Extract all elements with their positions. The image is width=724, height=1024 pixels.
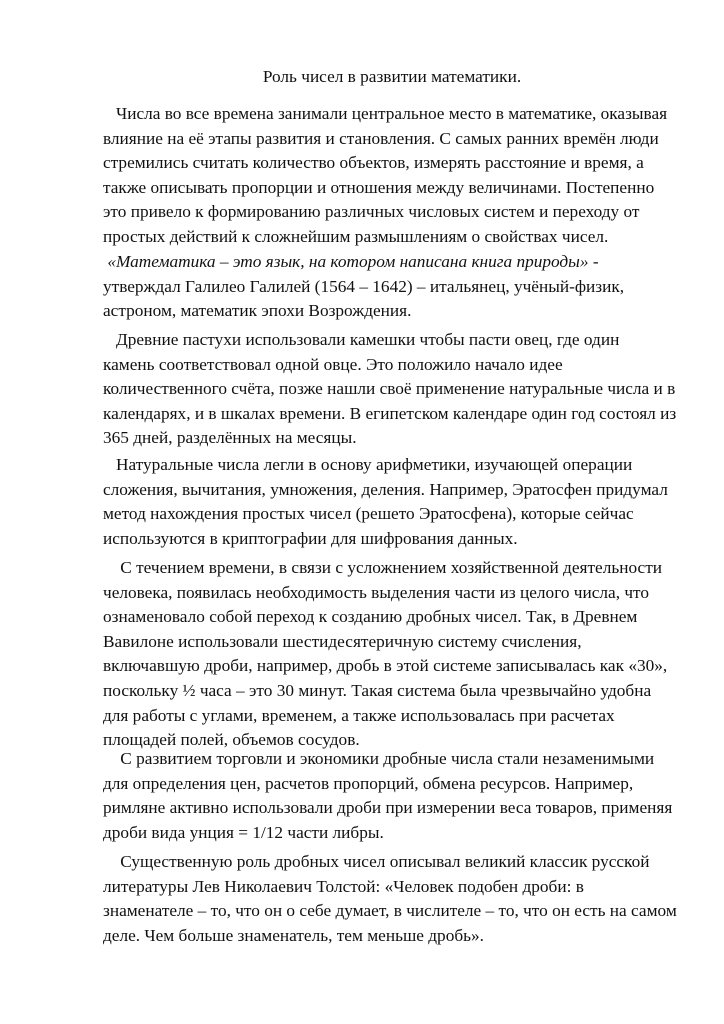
text-line: включавшую дроби, например, дробь в этой системе записывалась как «30», xyxy=(103,656,668,676)
paragraph-shepherds xyxy=(103,328,681,451)
paragraph-galileo-quote xyxy=(103,250,681,324)
text-line: астроном, математик эпохи Возрождения. xyxy=(103,301,412,321)
document-title: Роль чисел в развитии математики. xyxy=(262,67,522,86)
galileo-quote: «Математика – это язык, на котором написана книга природы» xyxy=(103,252,589,271)
text-line: дроби вида унция = 1/12 части либры. xyxy=(103,822,384,842)
text-line: для работы с углами, временем, а также использовалась при расчетах xyxy=(103,705,615,725)
text-line: Числа во все времена занимали центральное место в математике, оказывая xyxy=(103,104,668,123)
text-line: Древние пастухи использовали камешки чтобы пасти овец, где один xyxy=(103,330,620,349)
text-line: человека, появилась необходимость выделения части из целого числа, что xyxy=(103,582,650,602)
text-line: С течением времени, в связи с усложнением хозяйственной деятельности xyxy=(103,558,662,577)
text-line: также описывать пропорции и отношения между величинами. Постепенно xyxy=(103,177,655,197)
paragraph-tolstoy xyxy=(103,850,681,948)
text-line: используются в криптографии для шифрования данных. xyxy=(103,528,518,548)
text-line: римляне активно использовали дроби при измерении веса товаров, применяя xyxy=(103,798,673,818)
text-line: простых действий к сложнейшим размышлениям о свойствах чисел. xyxy=(103,226,609,246)
text-line: деле. Чем больше знаменатель, тем меньше дробь». xyxy=(103,925,484,945)
text-line: площадей полей, объемов сосудов. xyxy=(103,730,360,750)
text-line: камень соответствовал одной овце. Это положило начало идее xyxy=(103,354,563,374)
text-line: С развитием торговли и экономики дробные числа стали незаменимыми xyxy=(103,749,655,768)
text-line: стремились считать количество объектов, измерять расстояние и время, а xyxy=(103,153,644,173)
text-line: утверждал Галилео Галилей (1564 – 1642) – итальянец, учёный-физик, xyxy=(103,276,625,296)
text-line: поскольку ½ часа – это 30 минут. Такая система была чрезвычайно удобна xyxy=(103,680,652,700)
text-line: ознаменовало собой переход к созданию дробных чисел. Так, в Древнем xyxy=(103,607,638,627)
text-line: сложения, вычитания, умножения, деления. Например, Эратосфен придумал xyxy=(103,479,668,499)
paragraph-natural-numbers xyxy=(103,453,681,551)
paragraph-trade xyxy=(103,747,681,845)
quote-line xyxy=(103,250,681,275)
paragraph-fractions-babylon xyxy=(103,556,681,753)
text-line: 365 дней, разделённых на месяцы. xyxy=(103,428,357,448)
text-line: Натуральные числа легли в основу арифметики, изучающей операции xyxy=(103,455,633,474)
text-line: влияние на её этапы развития и становления. С самых ранних времён люди xyxy=(103,128,659,148)
text-line: метод нахождения простых чисел (решето Эратосфена), которые сейчас xyxy=(103,504,634,524)
text-line: Вавилоне использовали шестидесятеричную систему счисления, xyxy=(103,631,582,651)
text-line: знаменателе – то, что он о себе думает, в числителе – то, что он есть на самом xyxy=(103,901,677,921)
text-line: литературы Лев Николаевич Толстой: «Человек подобен дроби: в xyxy=(103,876,584,896)
quote-dash: - xyxy=(588,252,599,271)
text-line: Существенную роль дробных чисел описывал великий классик русской xyxy=(103,852,650,871)
text-line: количественного счёта, позже нашли своё применение натуральные числа и в xyxy=(103,379,676,399)
paragraph-intro xyxy=(103,102,681,250)
text-line: это привело к формированию различных числовых систем и переходу от xyxy=(103,202,640,222)
text-line: для определения цен, расчетов пропорций, обмена ресурсов. Например, xyxy=(103,773,634,793)
text-line: календарях, и в шкалах времени. В египетском календаре один год состоял из xyxy=(103,403,677,423)
